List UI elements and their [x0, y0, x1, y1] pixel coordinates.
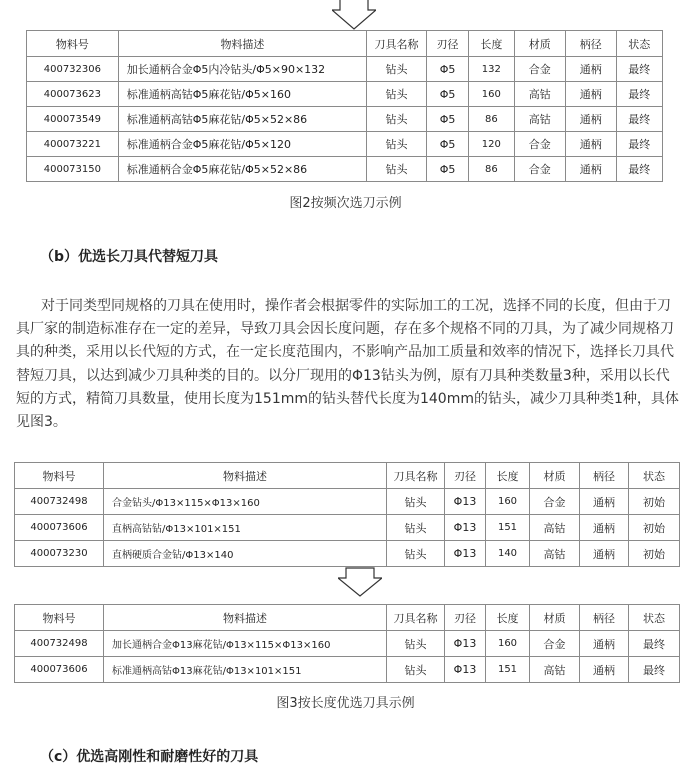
cell-length: 86 — [469, 157, 514, 182]
cell-status: 最终 — [616, 82, 662, 107]
cell-tool-name: 钻头 — [387, 515, 445, 541]
cell-description: 标准通柄高钴Φ13麻花钻/Φ13×101×151 — [104, 657, 387, 683]
cell-tool-name: 钻头 — [367, 82, 427, 107]
cell-shank: 通柄 — [566, 82, 617, 107]
table-row — [27, 57, 663, 82]
cell-length: 151 — [486, 515, 530, 541]
col-header-diameter: 刃径 — [426, 31, 468, 57]
cell-shank: 通柄 — [580, 541, 629, 567]
cell-length: 132 — [469, 57, 514, 82]
cell-description: 标准通柄合金Φ5麻花钻/Φ5×52×86 — [118, 157, 366, 182]
cell-diameter: Φ5 — [426, 132, 468, 157]
col-header-diameter: 刃径 — [445, 463, 486, 489]
col-header-length: 长度 — [486, 605, 530, 631]
col-header-status: 状态 — [629, 463, 680, 489]
cell-material: 合金 — [514, 132, 566, 157]
cell-status: 初始 — [629, 541, 680, 567]
table-row — [27, 157, 663, 182]
cell-diameter: Φ13 — [445, 515, 486, 541]
cell-description: 直柄硬质合金钻/Φ13×140 — [104, 541, 387, 567]
col-header-description: 物料描述 — [118, 31, 366, 57]
col-header-material: 材质 — [530, 605, 580, 631]
cell-material: 高钴 — [530, 657, 580, 683]
col-header-description: 物料描述 — [104, 605, 387, 631]
body-paragraph: 对于同类型同规格的刀具在使用时，操作者会根据零件的实际加工的工况，选择不同的长度，但由于刀具厂家的制造标准存在一定的差异，导致刀具会因长度问题，存在多个规格不同的刀具，为了减少同规格刀具的种类，采用以长代短的方式，在一定长度范围内，不影响产品加工质量和效率的情况下，选择长刀具代替短刀具，以达到减少刀具种类的目的。以分厂现用的Φ13钻头为例，原有刀具种类数量3种，采用以长代短的方式，精简刀具数量，使用长度为151mm的钻头替代长度为140mm的钻头，减少刀具种类1种，具体见图3。 — [16, 298, 679, 431]
col-header-length: 长度 — [486, 463, 530, 489]
cell-description: 合金钻头/Φ13×115×Φ13×160 — [104, 489, 387, 515]
cell-material: 合金 — [514, 57, 566, 82]
cell-shank: 通柄 — [566, 57, 617, 82]
col-header-material-no: 物料号 — [15, 605, 104, 631]
cell-material: 合金 — [530, 489, 580, 515]
down-arrow-icon — [332, 0, 376, 30]
col-header-tool-name: 刀具名称 — [387, 463, 445, 489]
cell-tool-name: 钻头 — [367, 157, 427, 182]
cell-material-no: 400073221 — [27, 132, 119, 157]
cell-status: 最终 — [629, 657, 680, 683]
cell-material-no: 400073150 — [27, 157, 119, 182]
cell-material: 合金 — [514, 157, 566, 182]
cell-length: 86 — [469, 107, 514, 132]
cell-description: 直柄高钴钻/Φ13×101×151 — [104, 515, 387, 541]
cell-status: 最终 — [629, 631, 680, 657]
cell-material: 高钴 — [530, 515, 580, 541]
table-row — [27, 132, 663, 157]
col-header-tool-name: 刀具名称 — [367, 31, 427, 57]
cell-material: 高钴 — [514, 107, 566, 132]
col-header-status: 状态 — [616, 31, 662, 57]
cell-shank: 通柄 — [580, 657, 629, 683]
cell-status: 初始 — [629, 515, 680, 541]
cell-length: 160 — [469, 82, 514, 107]
cell-shank: 通柄 — [580, 489, 629, 515]
col-header-shank: 柄径 — [566, 31, 617, 57]
cell-status: 初始 — [629, 489, 680, 515]
table-header-row — [15, 463, 680, 489]
table-fig3-before — [14, 462, 680, 567]
cell-diameter: Φ5 — [426, 157, 468, 182]
table-row — [15, 489, 680, 515]
cell-tool-name: 钻头 — [367, 107, 427, 132]
cell-shank: 通柄 — [580, 515, 629, 541]
down-arrow-icon — [338, 567, 382, 597]
figure-caption-2: 图2按频次选刀示例 — [289, 196, 402, 211]
cell-tool-name: 钻头 — [387, 489, 445, 515]
cell-diameter: Φ13 — [445, 657, 486, 683]
cell-status: 最终 — [616, 132, 662, 157]
table-row — [15, 631, 680, 657]
cell-diameter: Φ5 — [426, 57, 468, 82]
col-header-shank: 柄径 — [580, 605, 629, 631]
col-header-material-no: 物料号 — [27, 31, 119, 57]
cell-length: 160 — [486, 489, 530, 515]
table-fig3-after — [14, 604, 680, 683]
cell-material-no: 400073606 — [15, 515, 104, 541]
cell-status: 最终 — [616, 107, 662, 132]
table-header-row — [27, 31, 663, 57]
figure-caption-3: 图3按长度优选刀具示例 — [276, 696, 415, 711]
table-row — [15, 657, 680, 683]
cell-status: 最终 — [616, 157, 662, 182]
col-header-length: 长度 — [469, 31, 514, 57]
col-header-material-no: 物料号 — [15, 463, 104, 489]
cell-shank: 通柄 — [566, 132, 617, 157]
cell-length: 120 — [469, 132, 514, 157]
cell-description: 加长通柄合金Φ5内冷钻头/Φ5×90×132 — [118, 57, 366, 82]
cell-description: 加长通柄合金Φ13麻花钻/Φ13×115×Φ13×160 — [104, 631, 387, 657]
cell-material-no: 400073606 — [15, 657, 104, 683]
table-fig2 — [26, 30, 663, 182]
cell-description: 标准通柄高钴Φ5麻花钻/Φ5×52×86 — [118, 107, 366, 132]
col-header-tool-name: 刀具名称 — [387, 605, 445, 631]
cell-diameter: Φ13 — [445, 631, 486, 657]
cell-material-no: 400073623 — [27, 82, 119, 107]
cell-material-no: 400732498 — [15, 489, 104, 515]
table-row — [15, 515, 680, 541]
cell-material-no: 400073230 — [15, 541, 104, 567]
cell-material: 高钴 — [514, 82, 566, 107]
table-row — [15, 541, 680, 567]
col-header-material: 材质 — [514, 31, 566, 57]
cell-description: 标准通柄高钴Φ5麻花钻/Φ5×160 — [118, 82, 366, 107]
cell-tool-name: 钻头 — [387, 541, 445, 567]
cell-length: 160 — [486, 631, 530, 657]
cell-shank: 通柄 — [566, 107, 617, 132]
cell-status: 最终 — [616, 57, 662, 82]
col-header-material: 材质 — [530, 463, 580, 489]
section-heading-b: （b）优选长刀具代替短刀具 — [40, 249, 219, 265]
cell-diameter: Φ5 — [426, 82, 468, 107]
cell-material-no: 400732306 — [27, 57, 119, 82]
col-header-shank: 柄径 — [580, 463, 629, 489]
cell-material-no: 400073549 — [27, 107, 119, 132]
section-heading-c: （c）优选高刚性和耐磨性好的刀具 — [40, 749, 259, 765]
cell-diameter: Φ13 — [445, 541, 486, 567]
cell-description: 标准通柄合金Φ5麻花钻/Φ5×120 — [118, 132, 366, 157]
cell-tool-name: 钻头 — [367, 57, 427, 82]
cell-material: 合金 — [530, 631, 580, 657]
cell-tool-name: 钻头 — [387, 631, 445, 657]
col-header-status: 状态 — [629, 605, 680, 631]
table-row — [27, 82, 663, 107]
cell-shank: 通柄 — [580, 631, 629, 657]
cell-tool-name: 钻头 — [367, 132, 427, 157]
cell-length: 140 — [486, 541, 530, 567]
cell-diameter: Φ5 — [426, 107, 468, 132]
cell-shank: 通柄 — [566, 157, 617, 182]
table-row — [27, 107, 663, 132]
cell-diameter: Φ13 — [445, 489, 486, 515]
table-header-row — [15, 605, 680, 631]
col-header-description: 物料描述 — [104, 463, 387, 489]
cell-length: 151 — [486, 657, 530, 683]
cell-tool-name: 钻头 — [387, 657, 445, 683]
cell-material-no: 400732498 — [15, 631, 104, 657]
cell-material: 高钴 — [530, 541, 580, 567]
col-header-diameter: 刃径 — [445, 605, 486, 631]
